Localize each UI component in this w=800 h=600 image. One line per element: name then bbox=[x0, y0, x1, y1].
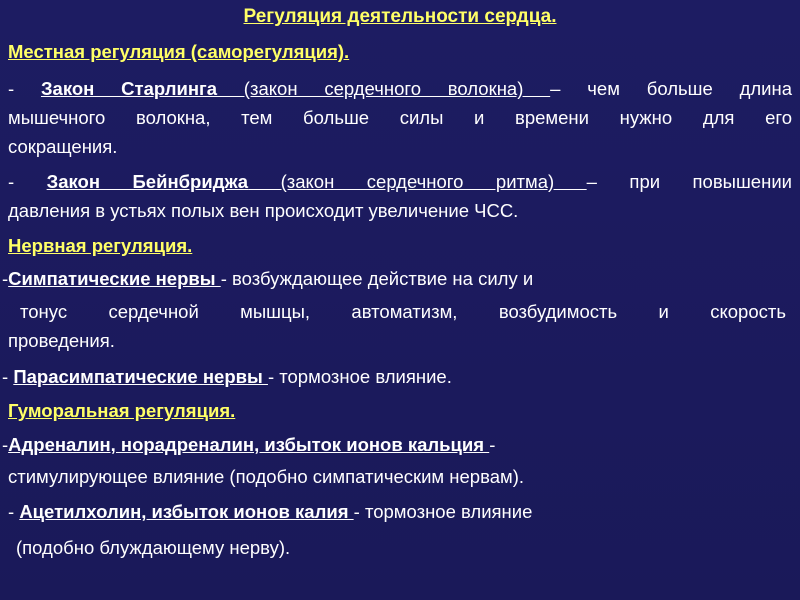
acetylcholine-prefix: - bbox=[8, 501, 20, 522]
adrenaline-prefix: - bbox=[2, 434, 9, 455]
sympathetic-prefix: - bbox=[2, 268, 9, 289]
starling-prefix: - bbox=[8, 78, 41, 99]
bainbridge-line-2: давления в устьях полых вен происходит увеличение ЧСС. bbox=[8, 200, 519, 221]
bainbridge-paren: (закон сердечного ритма) bbox=[248, 171, 587, 192]
starling-paren: (закон сердечного волокна) bbox=[217, 78, 551, 99]
acetylcholine-line-1 bbox=[8, 499, 792, 524]
humoral-regulation-heading: Гуморальная регуляция. bbox=[8, 400, 236, 421]
nervous-regulation-heading: Нервная регуляция. bbox=[8, 235, 193, 256]
starling-line-2: мышечного волокна, тем больше силы и времени нужно для его bbox=[8, 107, 792, 128]
adrenaline-line-2: стимулирующее влияние (подобно симпатическим нервам). bbox=[8, 466, 525, 487]
parasympathetic-term: Парасимпатические нервы bbox=[13, 366, 268, 387]
sympathetic-line-1 bbox=[2, 266, 786, 291]
parasympathetic-rest: - тормозное влияние. bbox=[267, 366, 452, 387]
acetylcholine-rest: - тормозное влияние bbox=[353, 501, 533, 522]
sympathetic-rest: - возбуждающее действие на силу и bbox=[220, 268, 534, 289]
bainbridge-term: Закон Бейнбриджа bbox=[46, 171, 249, 192]
parasympathetic-line bbox=[2, 364, 786, 389]
acetylcholine-line-2: (подобно блуждающему нерву). bbox=[16, 537, 291, 558]
adrenaline-line-1 bbox=[2, 432, 786, 457]
adrenaline-rest: - bbox=[489, 434, 496, 455]
local-regulation-heading: Местная регуляция (саморегуляция). bbox=[8, 41, 350, 62]
starling-term: Закон Старлинга bbox=[40, 78, 217, 99]
parasympathetic-prefix: - bbox=[2, 366, 14, 387]
starling-line-3: сокращения. bbox=[8, 136, 118, 157]
bainbridge-prefix: - bbox=[8, 171, 47, 192]
acetylcholine-term: Ацетилхолин, избыток ионов калия bbox=[19, 501, 354, 522]
sympathetic-line-3: проведения. bbox=[8, 330, 115, 351]
starling-line-1 bbox=[8, 76, 792, 101]
bainbridge-line-1 bbox=[8, 169, 792, 194]
adrenaline-term: Адреналин, норадреналин, избыток ионов кальция bbox=[8, 434, 490, 455]
sympathetic-term: Симпатические нервы bbox=[8, 268, 221, 289]
sympathetic-line-2: тонус сердечной мышцы, автоматизм, возбудимость и скорость bbox=[20, 301, 786, 322]
bainbridge-rest: – при повышении bbox=[586, 171, 792, 192]
slide-title: Регуляция деятельности сердца. bbox=[243, 6, 557, 27]
starling-rest: – чем больше длина bbox=[550, 78, 792, 99]
